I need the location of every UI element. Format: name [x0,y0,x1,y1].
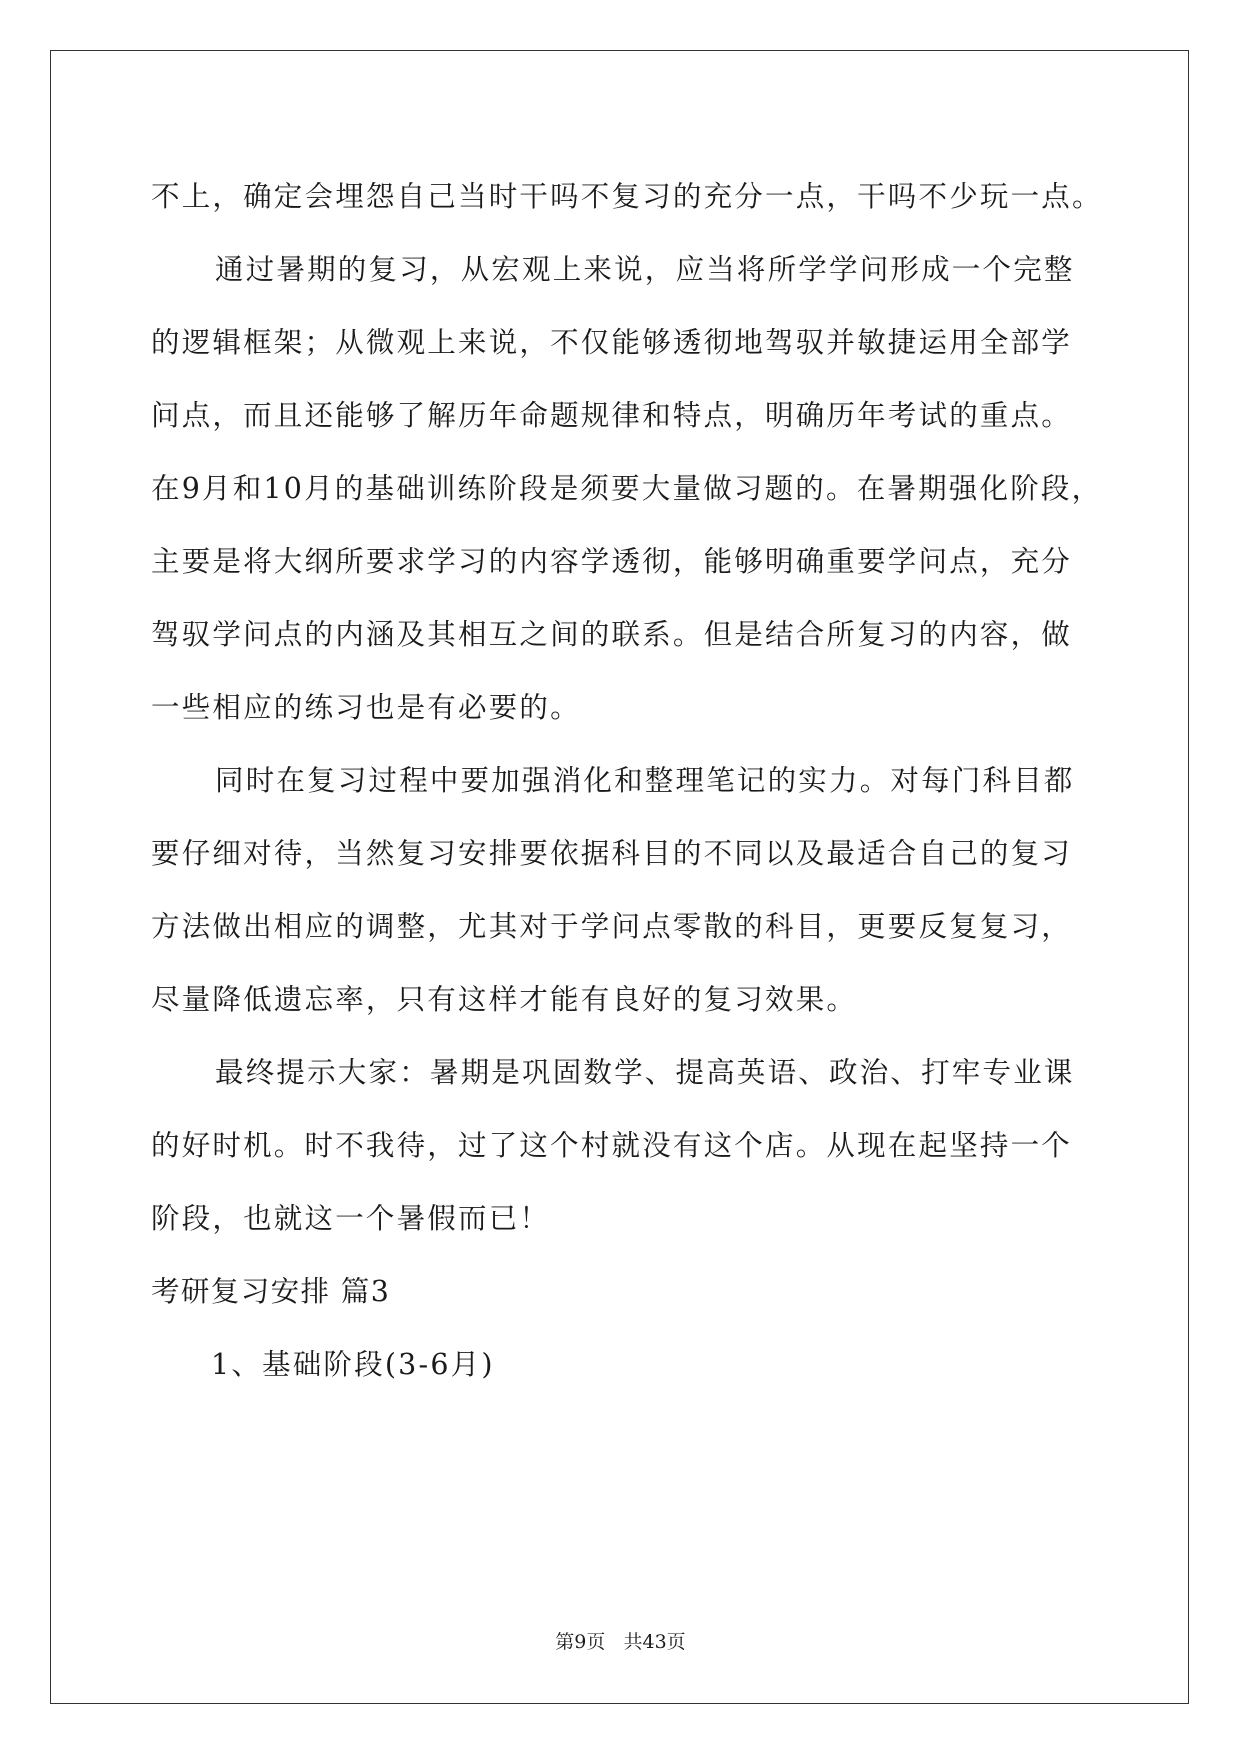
text-line: 不上，确定会埋怨自己当时干吗不复习的充分一点，干吗不少玩一点。 [151,180,1103,213]
text-line: 的逻辑框架；从微观上来说，不仅能够透彻地驾驭并敏捷运用全部学 [151,326,1073,359]
text-line: 问点，而且还能够了解历年命题规律和特点，明确历年考试的重点。 [151,399,1073,432]
text-line: 方法做出相应的调整，尤其对于学问点零散的科目，更要反复复习， [151,910,1073,943]
text-line: 要仔细对待，当然复习安排要依据科目的不同以及最适合自己的复习 [151,837,1073,870]
text-line: 主要是将大纲所要求学习的内容学透彻，能够明确重要学问点，充分 [151,545,1073,578]
text-line: 驾驭学问点的内涵及其相互之间的联系。但是结合所复习的内容，做 [151,618,1073,651]
text-line: 一些相应的练习也是有必要的。 [151,691,581,724]
list-item: 1、基础阶段(3-6月) [211,1348,495,1381]
text-line: 同时在复习过程中要加强消化和整理笔记的实力。对每门科目都 [215,764,1075,797]
section-heading: 考研复习安排 篇3 [151,1275,391,1308]
page-number-footer: 第9页 共43页 [555,1631,686,1653]
text-line: 通过暑期的复习，从宏观上来说，应当将所学学问形成一个完整 [215,253,1075,286]
text-line: 在9月和10月的基础训练阶段是须要大量做习题的。在暑期强化阶段， [151,472,1103,505]
text-line: 尽量降低遗忘率，只有这样才能有良好的复习效果。 [151,983,858,1016]
text-line: 的好时机。时不我待，过了这个村就没有这个店。从现在起坚持一个 [151,1129,1073,1162]
document-body [151,160,1103,1401]
text-line: 最终提示大家：暑期是巩固数学、提高英语、政治、打牢专业课 [215,1056,1075,1089]
text-line: 阶段，也就这一个暑假而已！ [151,1202,551,1235]
